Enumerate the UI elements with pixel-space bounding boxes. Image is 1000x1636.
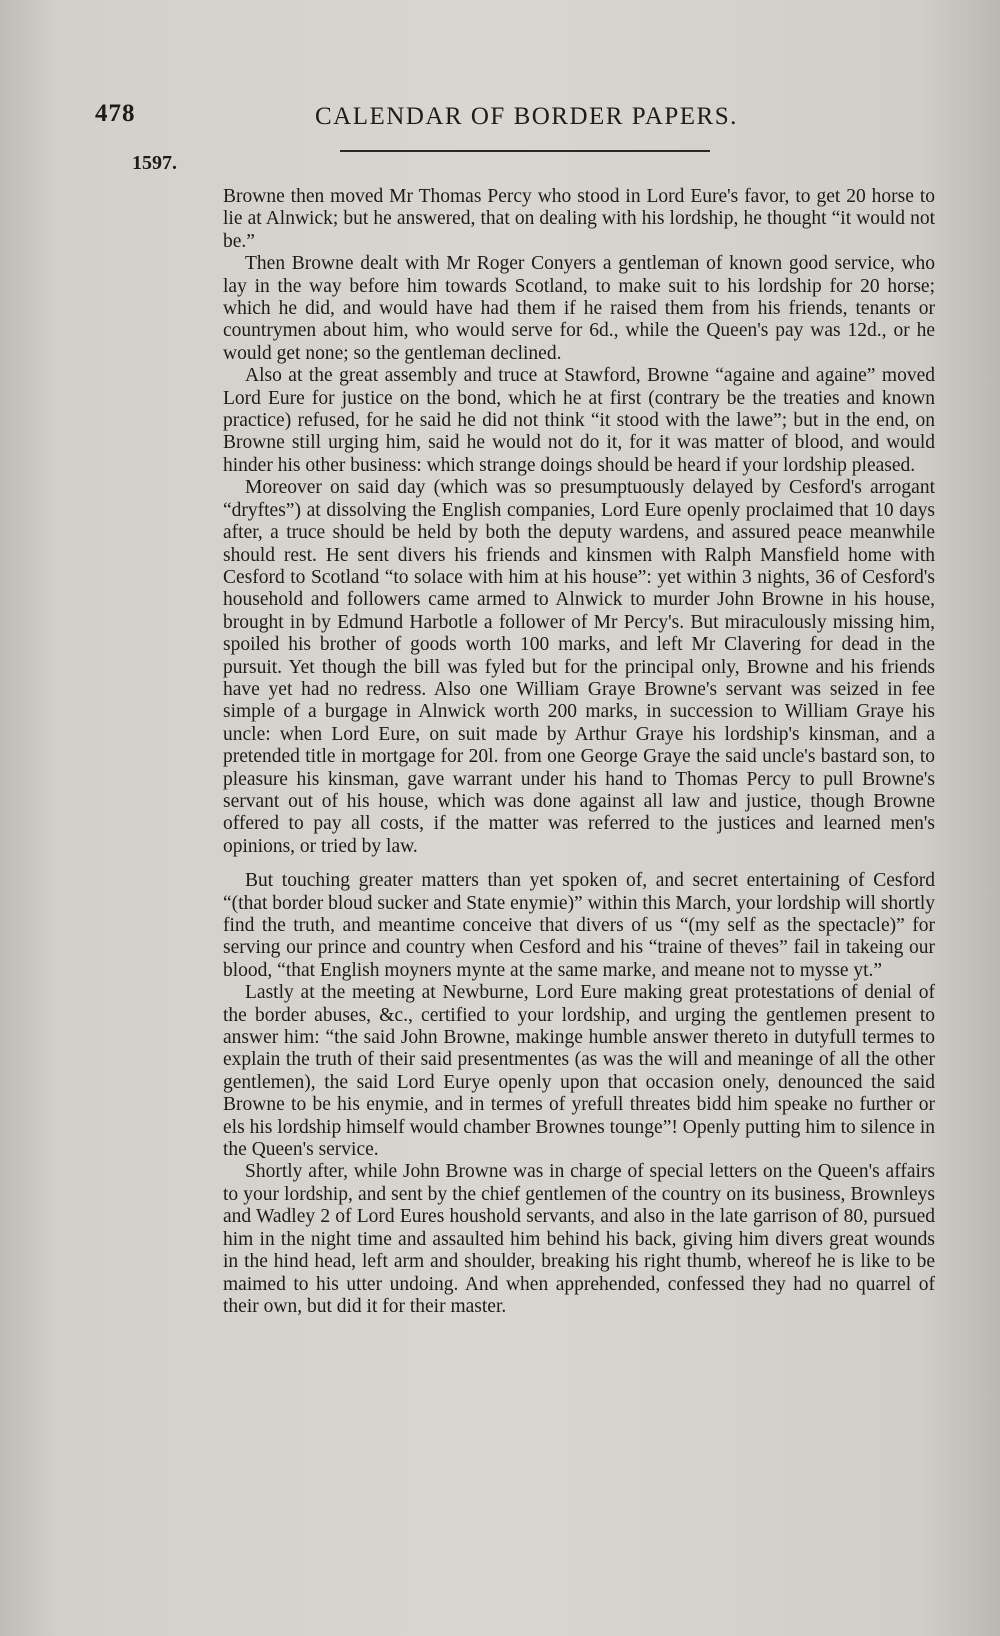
- paragraph: Also at the great assembly and truce at Stawford, Browne “againe and againe” moved Lord Eure for justice on the bond, which he at first (contrary be the treaties and known practice) refused, for he said he did not think “it stood with the lawe”; but in the end, on Browne still urging him, said he would not do it, for it was matter of blood, and would hinder his other business: which strange doings should be heard if your lordship pleased.: [223, 365, 935, 476]
- page-number: 478: [95, 100, 136, 127]
- header-rule: [340, 150, 710, 152]
- body-text: [223, 186, 935, 1318]
- paragraph: Then Browne dealt with Mr Roger Conyers a gentleman of known good service, who lay in the way before him towards Scotland, to make suit to his lordship for 20 horse; which he did, and would have had them if he raised them from his friends, tenants or countrymen about him, who would serve for 6d., while the Queen's pay was 12d., or he would get none; so the gentleman declined.: [223, 253, 935, 364]
- paragraph: Browne then moved Mr Thomas Percy who stood in Lord Eure's favor, to get 20 horse to lie at Alnwick; but he answered, that on dealing with his lordship, he thought “it would not be.”: [223, 186, 935, 252]
- paragraph: Lastly at the meeting at Newburne, Lord Eure making great protestations of denial of the border abuses, &c., certified to your lordship, and urging the gentlemen present to answer him: “the said John Browne, makinge humble answer thereto in dutyfull termes to explain the truth of their said presentmentes (as was the will and meaninge of all the other gentlemen), the said Lord Eurye openly upon that occasion onely, denounced the said Browne to be his enymie, and in termes of yrefull threates bidd him speake no further or els his lordship himself would chamber Brownes tounge”! Openly putting him to silence in the Queen's service.: [223, 982, 935, 1161]
- paragraph: Shortly after, while John Browne was in charge of special letters on the Queen's affairs to your lordship, and sent by the chief gentlemen of the country on its business, Brownleys and Wadley 2 of Lord Eures houshold servants, and also in the late garrison of 80, pursued him in the night time and assaulted him behind his back, giving him divers great wounds in the hind head, left arm and shoulder, breaking his right thumb, whereof he is like to be maimed to his utter undoing. And when apprehended, confessed they had no quarrel of their own, but did it for their master.: [223, 1161, 935, 1317]
- margin-year: 1597.: [132, 152, 177, 174]
- paragraph: Moreover on said day (which was so presumptuously delayed by Cesford's arrogant “dryftes”) at dissolving the English companies, Lord Eure openly proclaimed that 10 days after, a truce should be held by both the deputy wardens, and assured peace meanwhile should rest. He sent divers his friends and kinsmen with Ralph Mansfield home with Cesford to Scotland “to solace with him at his house”: yet within 3 nights, 36 of Cesford's household and followers came armed to Alnwick to murder John Browne in his house, brought in by Edmund Harbotle a follower of Mr Percy's. But miraculously missing him, spoiled his brother of goods worth 100 marks, and left Mr Clavering for dead in the pursuit. Yet though the bill was fyled but for the principal only, Browne and his friends have yet had no redress. Also one William Graye Browne's servant was seized in fee simple of a burgage in Alnwick worth 200 marks, in succession to William Graye his uncle: when Lord Eure, on suit made by Arthur Graye his lordship's kinsman, and a pretended title in mortgage for 20l. from one George Graye the said uncle's bastard son, to pleasure his kinsman, gave warrant under his hand to Thomas Percy to pull Browne's servant out of his house, which was done against all law and justice, though Browne offered to pay all costs, if the matter was referred to the justices and learned men's opinions, or tried by law.: [223, 477, 935, 857]
- running-head: CALENDAR OF BORDER PAPERS.: [315, 103, 738, 130]
- paragraph: But touching greater matters than yet spoken of, and secret entertaining of Cesford “(that border bloud sucker and State enymie)” within this March, your lordship will shortly find the truth, and meantime conceive that divers of us “(my self as the spectacle)” for serving our prince and country when Cesford and his “traine of theves” fail in takeing our blood, “that English moyners mynte at the same marke, and meane not to mysse yt.”: [223, 870, 935, 981]
